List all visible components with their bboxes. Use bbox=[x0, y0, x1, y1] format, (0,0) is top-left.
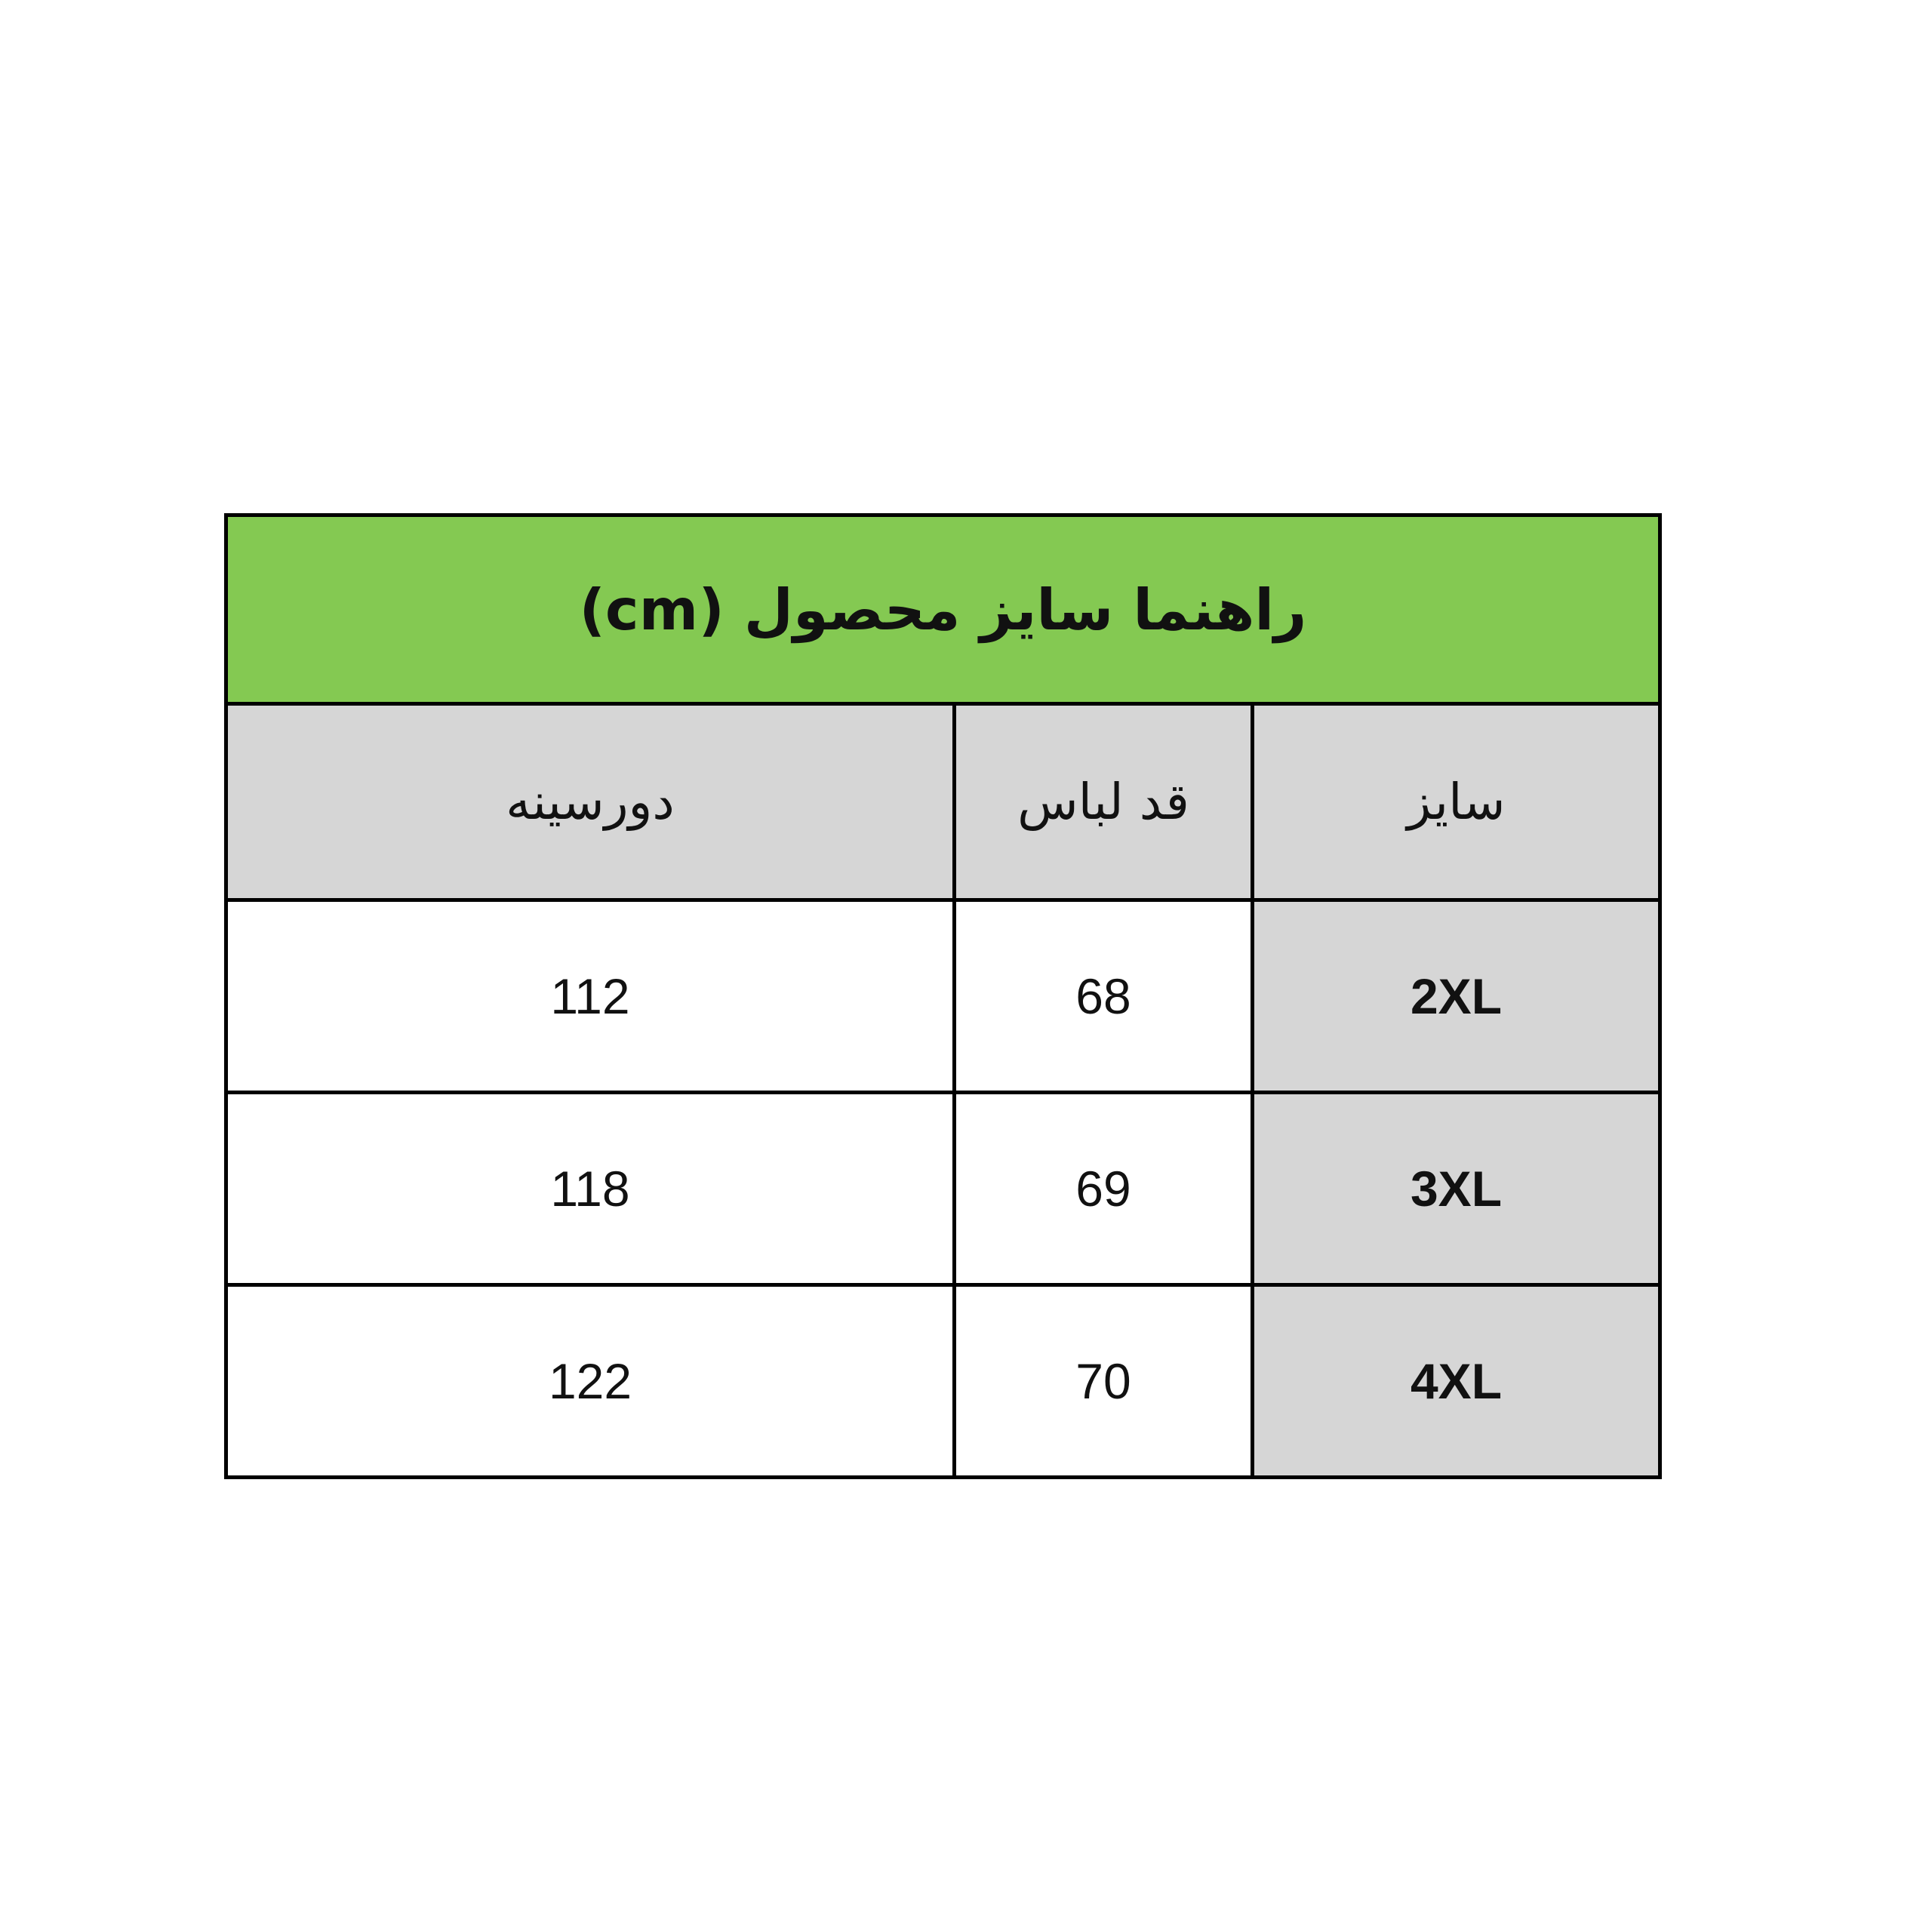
size-guide-table bbox=[224, 513, 1662, 1479]
cell-chest: 112 bbox=[226, 900, 955, 1093]
column-header-chest: دورسینه bbox=[226, 704, 955, 900]
cell-chest: 122 bbox=[226, 1285, 955, 1478]
cell-length: 70 bbox=[955, 1285, 1253, 1478]
column-header-size: سایز bbox=[1253, 704, 1660, 900]
table-row bbox=[226, 1285, 1660, 1478]
cell-size: 2XL bbox=[1253, 900, 1660, 1093]
column-header-length: قد لباس bbox=[955, 704, 1253, 900]
cell-length: 68 bbox=[955, 900, 1253, 1093]
size-guide-container bbox=[228, 513, 1662, 1479]
cell-chest: 118 bbox=[226, 1093, 955, 1285]
page-title: راهنما سایز محصول (cm) bbox=[226, 515, 1660, 704]
cell-size: 4XL bbox=[1253, 1285, 1660, 1478]
cell-length: 69 bbox=[955, 1093, 1253, 1285]
cell-size: 3XL bbox=[1253, 1093, 1660, 1285]
table-row bbox=[226, 1093, 1660, 1285]
table-header-row bbox=[226, 704, 1660, 900]
table-title-row bbox=[226, 515, 1660, 704]
table-row bbox=[226, 900, 1660, 1093]
